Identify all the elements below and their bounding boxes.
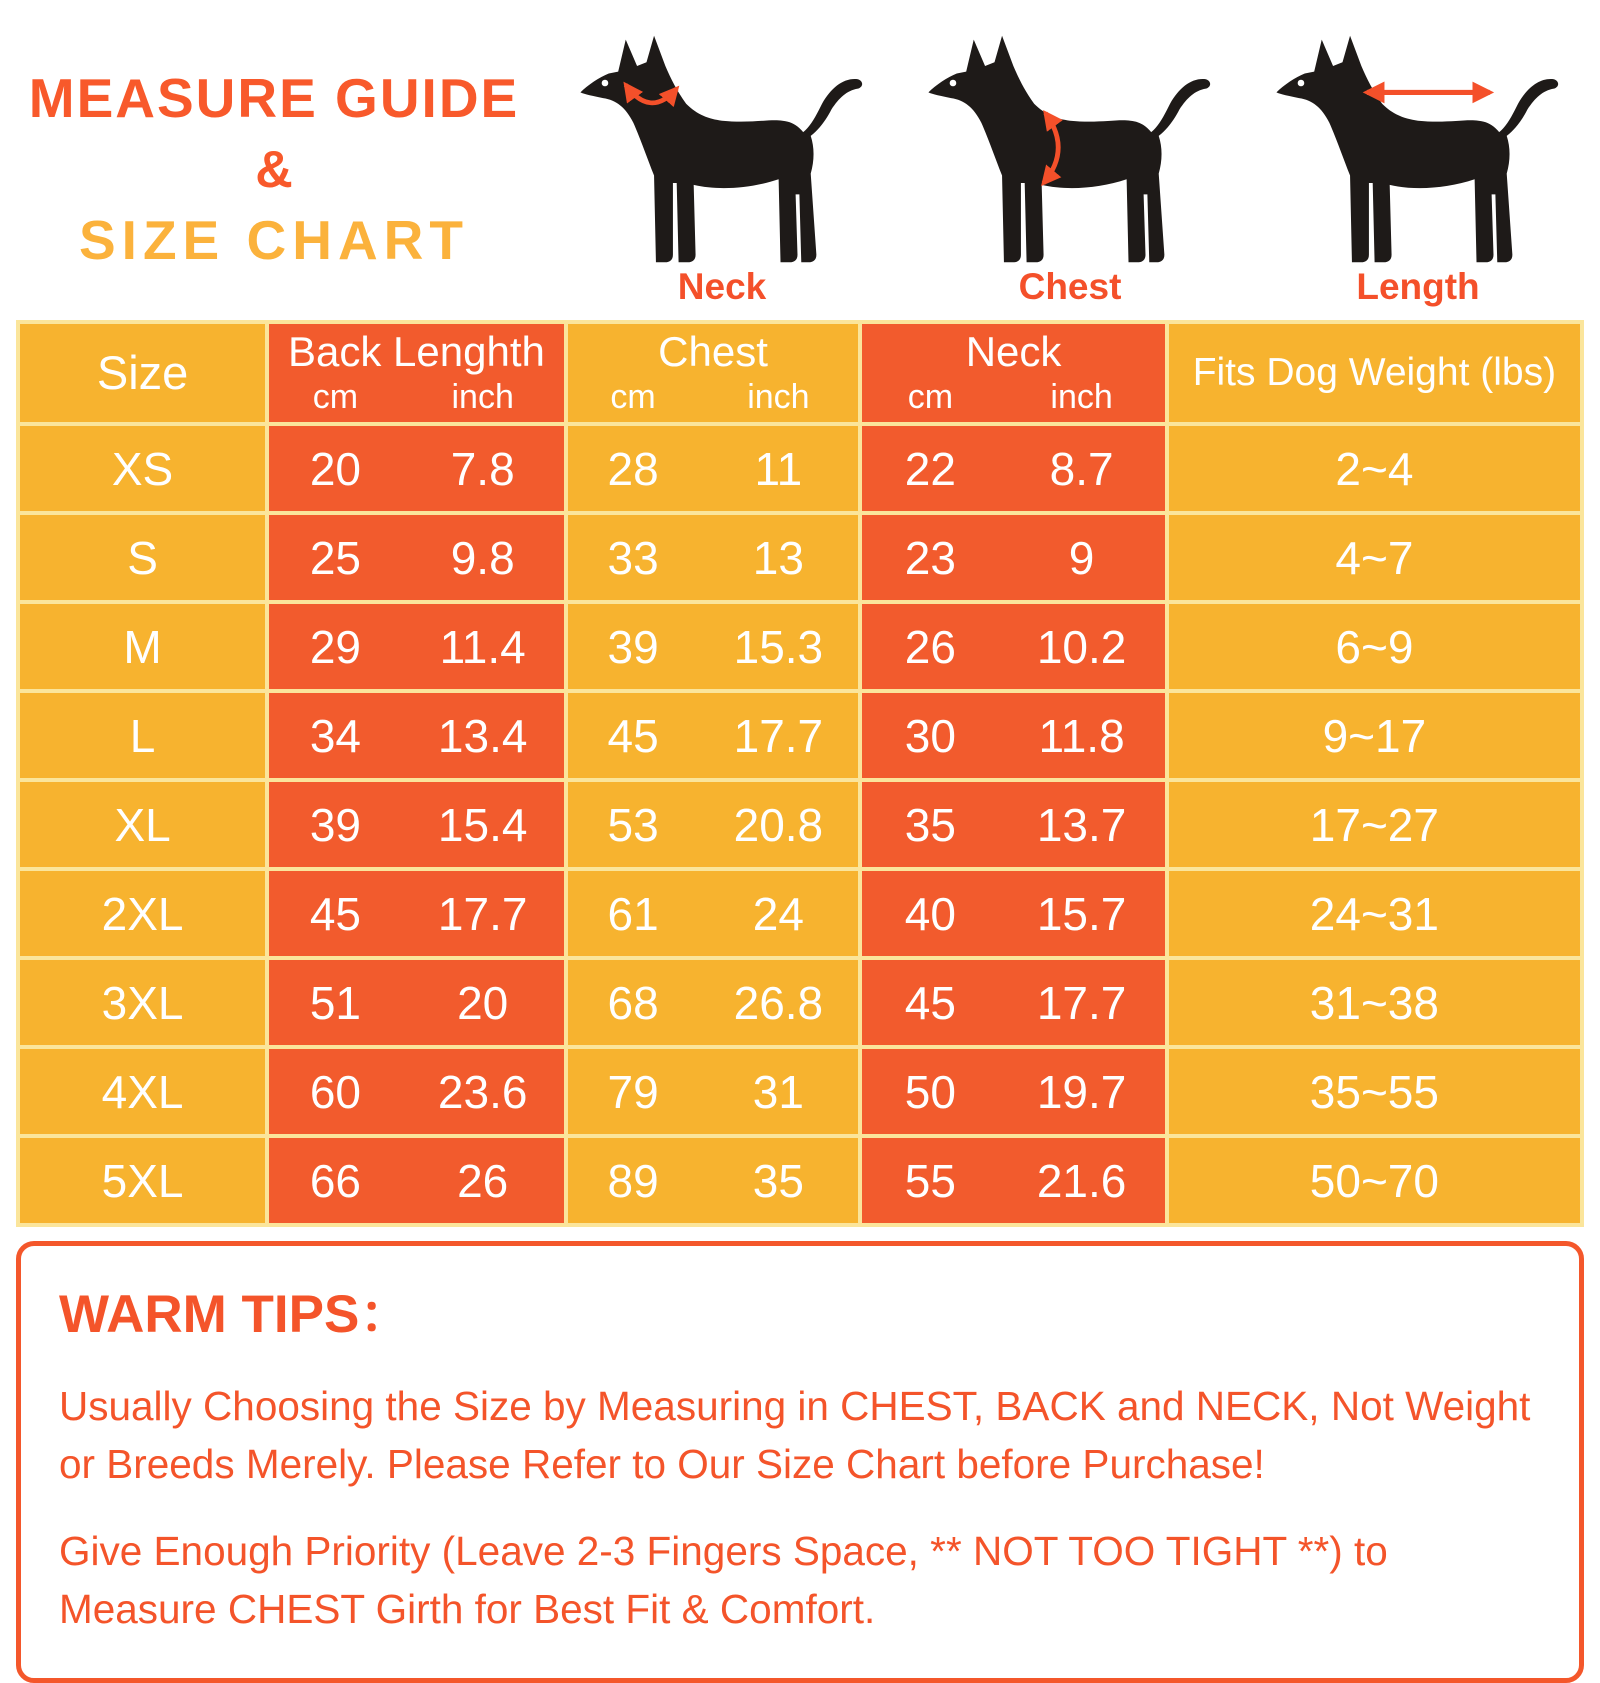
chest-inch-value: 17.7 <box>733 709 824 762</box>
back-length-cell <box>269 960 564 1045</box>
back-cm-value: 45 <box>309 887 361 940</box>
page-title <box>0 0 548 320</box>
chest-inch-value: 13 <box>752 531 804 584</box>
neck-cm-value: 45 <box>904 976 956 1029</box>
back-cm-value: 20 <box>309 442 361 495</box>
back-cm-value: 29 <box>309 620 361 673</box>
back-cm-value: 39 <box>309 798 361 851</box>
chest-cell <box>568 426 859 511</box>
back-inch-value: 11.4 <box>439 620 526 673</box>
warm-tips-box <box>16 1241 1584 1683</box>
chest-cm-value: 45 <box>607 709 659 762</box>
neck-cm-value: 35 <box>904 798 956 851</box>
neck-inch-value: 11.8 <box>1038 709 1125 762</box>
length-label: Length <box>1356 266 1480 307</box>
back-length-cell <box>269 1138 564 1223</box>
chest-cell <box>568 693 859 778</box>
header-cell-weight <box>1169 324 1580 422</box>
chest-measure-figure <box>896 0 1244 320</box>
chest-cell <box>568 871 859 956</box>
neck-cm-value: 23 <box>904 531 956 584</box>
chest-inch-value: 31 <box>752 1065 804 1118</box>
chest-inch-unit-label: inch <box>747 377 810 416</box>
neck-cm-value: 22 <box>904 442 956 495</box>
title-measure-guide: MEASURE GUIDE <box>28 67 520 129</box>
size-cell: M <box>20 604 265 689</box>
length-measure-figure <box>1244 0 1592 320</box>
chest-inch-value: 11 <box>754 442 803 495</box>
header-cell-chest <box>568 324 859 422</box>
warm-tips-paragraph-1: Usually Choosing the Size by Measuring in CHEST, BACK and NECK, Not Weight or Breeds Merely. Please Refer to Our Size Chart before Purchase! <box>59 1383 1531 1487</box>
back-inch-value: 20 <box>457 976 509 1029</box>
dog-silhouette-length-icon <box>1267 26 1569 274</box>
back-length-cell <box>269 426 564 511</box>
title-ampersand: & <box>255 141 293 199</box>
back-cm-value: 66 <box>309 1154 361 1207</box>
weight-column-header: Fits Dog Weight (lbs) <box>1192 350 1557 394</box>
chest-cm-value: 53 <box>607 798 659 851</box>
weight-cell: 9~17 <box>1169 693 1580 778</box>
size-cell: XL <box>20 782 265 867</box>
size-cell: 3XL <box>20 960 265 1045</box>
back-length-column-header: Back Lenghth <box>287 328 545 376</box>
back-inch-value: 17.7 <box>437 887 528 940</box>
size-cell: XS <box>20 426 265 511</box>
warm-tips-heading: WARM TIPS： <box>59 1285 413 1344</box>
header <box>0 0 1600 320</box>
neck-cell <box>862 782 1164 867</box>
chest-cm-value: 79 <box>607 1065 659 1118</box>
back-length-cell <box>269 515 564 600</box>
neck-cell <box>862 426 1164 511</box>
size-cell: 4XL <box>20 1049 265 1134</box>
chest-cell <box>568 604 859 689</box>
back-inch-value: 13.4 <box>437 709 528 762</box>
neck-cm-value: 40 <box>904 887 956 940</box>
neck-inch-value: 21.6 <box>1036 1154 1127 1207</box>
neck-inch-value: 13.7 <box>1036 798 1127 851</box>
neck-cell <box>862 1049 1164 1134</box>
neck-cell <box>862 604 1164 689</box>
chest-inch-value: 20.8 <box>733 798 824 851</box>
back-inch-value: 15.4 <box>437 798 528 851</box>
chest-inch-value: 26.8 <box>733 976 824 1029</box>
back-inch-value: 26 <box>457 1154 509 1207</box>
chest-cm-value: 33 <box>607 531 659 584</box>
chest-inch-value: 35 <box>752 1154 804 1207</box>
header-cell-neck <box>862 324 1164 422</box>
title-size-chart: SIZE CHART <box>79 209 469 271</box>
neck-cell <box>862 960 1164 1045</box>
chest-label: Chest <box>1018 266 1122 307</box>
weight-cell: 24~31 <box>1169 871 1580 956</box>
neck-inch-value: 8.7 <box>1049 442 1114 495</box>
weight-cell: 6~9 <box>1169 604 1580 689</box>
chest-cell <box>568 782 859 867</box>
neck-inch-value: 10.2 <box>1036 620 1127 673</box>
dog-silhouette-neck-icon <box>571 26 873 274</box>
header-cell-size <box>20 324 265 422</box>
back-cm-value: 25 <box>309 531 361 584</box>
neck-cell <box>862 515 1164 600</box>
chest-cell <box>568 1138 859 1223</box>
back-inch-value: 9.8 <box>450 531 515 584</box>
size-cell: 2XL <box>20 871 265 956</box>
weight-cell: 17~27 <box>1169 782 1580 867</box>
back-length-cell <box>269 782 564 867</box>
neck-cell <box>862 693 1164 778</box>
neck-inch-value: 19.7 <box>1036 1065 1127 1118</box>
neck-cm-value: 26 <box>904 620 956 673</box>
neck-measure-figure <box>548 0 896 320</box>
size-cell: 5XL <box>20 1138 265 1223</box>
back-cm-value: 34 <box>309 709 361 762</box>
measure-guide-figures <box>548 0 1600 320</box>
chest-column-header: Chest <box>658 328 768 376</box>
neck-cell <box>862 871 1164 956</box>
back-length-cell <box>269 693 564 778</box>
size-chart-table <box>16 320 1584 1227</box>
size-cell: L <box>20 693 265 778</box>
back-length-cell <box>269 604 564 689</box>
header-cell-back-length <box>269 324 564 422</box>
back-cm-unit-label: cm <box>312 377 359 416</box>
weight-cell: 2~4 <box>1169 426 1580 511</box>
size-cell: S <box>20 515 265 600</box>
warm-tips-paragraph-2: Give Enough Priority (Leave 2-3 Fingers Space, ** NOT TOO TIGHT **) to Measure CHEST Girth for Best Fit & Comfort. <box>59 1528 1388 1632</box>
neck-label: Neck <box>677 266 767 307</box>
chest-cm-unit-label: cm <box>610 377 656 416</box>
chest-cm-value: 61 <box>607 887 659 940</box>
dog-silhouette-chest-icon <box>919 26 1221 274</box>
weight-cell: 4~7 <box>1169 515 1580 600</box>
neck-column-header: Neck <box>965 328 1062 376</box>
back-length-cell <box>269 1049 564 1134</box>
chest-inch-value: 24 <box>752 887 804 940</box>
chest-cm-value: 89 <box>607 1154 659 1207</box>
size-column-header: Size <box>96 346 189 400</box>
weight-cell: 31~38 <box>1169 960 1580 1045</box>
chest-cm-value: 39 <box>607 620 659 673</box>
neck-cm-value: 50 <box>904 1065 956 1118</box>
neck-inch-value: 9 <box>1068 531 1095 584</box>
chest-cm-value: 28 <box>607 442 659 495</box>
neck-cm-value: 55 <box>904 1154 956 1207</box>
back-cm-value: 60 <box>309 1065 361 1118</box>
back-inch-unit-label: inch <box>451 377 514 416</box>
chest-cell <box>568 515 859 600</box>
weight-cell: 35~55 <box>1169 1049 1580 1134</box>
chest-cm-value: 68 <box>607 976 659 1029</box>
back-inch-value: 7.8 <box>450 442 515 495</box>
neck-inch-value: 17.7 <box>1036 976 1127 1029</box>
back-length-cell <box>269 871 564 956</box>
chest-cell <box>568 1049 859 1134</box>
chest-inch-value: 15.3 <box>733 620 824 673</box>
chest-cell <box>568 960 859 1045</box>
neck-cell <box>862 1138 1164 1223</box>
back-inch-value: 23.6 <box>437 1065 528 1118</box>
neck-inch-unit-label: inch <box>1050 377 1113 416</box>
back-cm-value: 51 <box>309 976 361 1029</box>
neck-cm-value: 30 <box>904 709 956 762</box>
neck-inch-value: 15.7 <box>1036 887 1127 940</box>
neck-cm-unit-label: cm <box>907 377 954 416</box>
weight-cell: 50~70 <box>1169 1138 1580 1223</box>
